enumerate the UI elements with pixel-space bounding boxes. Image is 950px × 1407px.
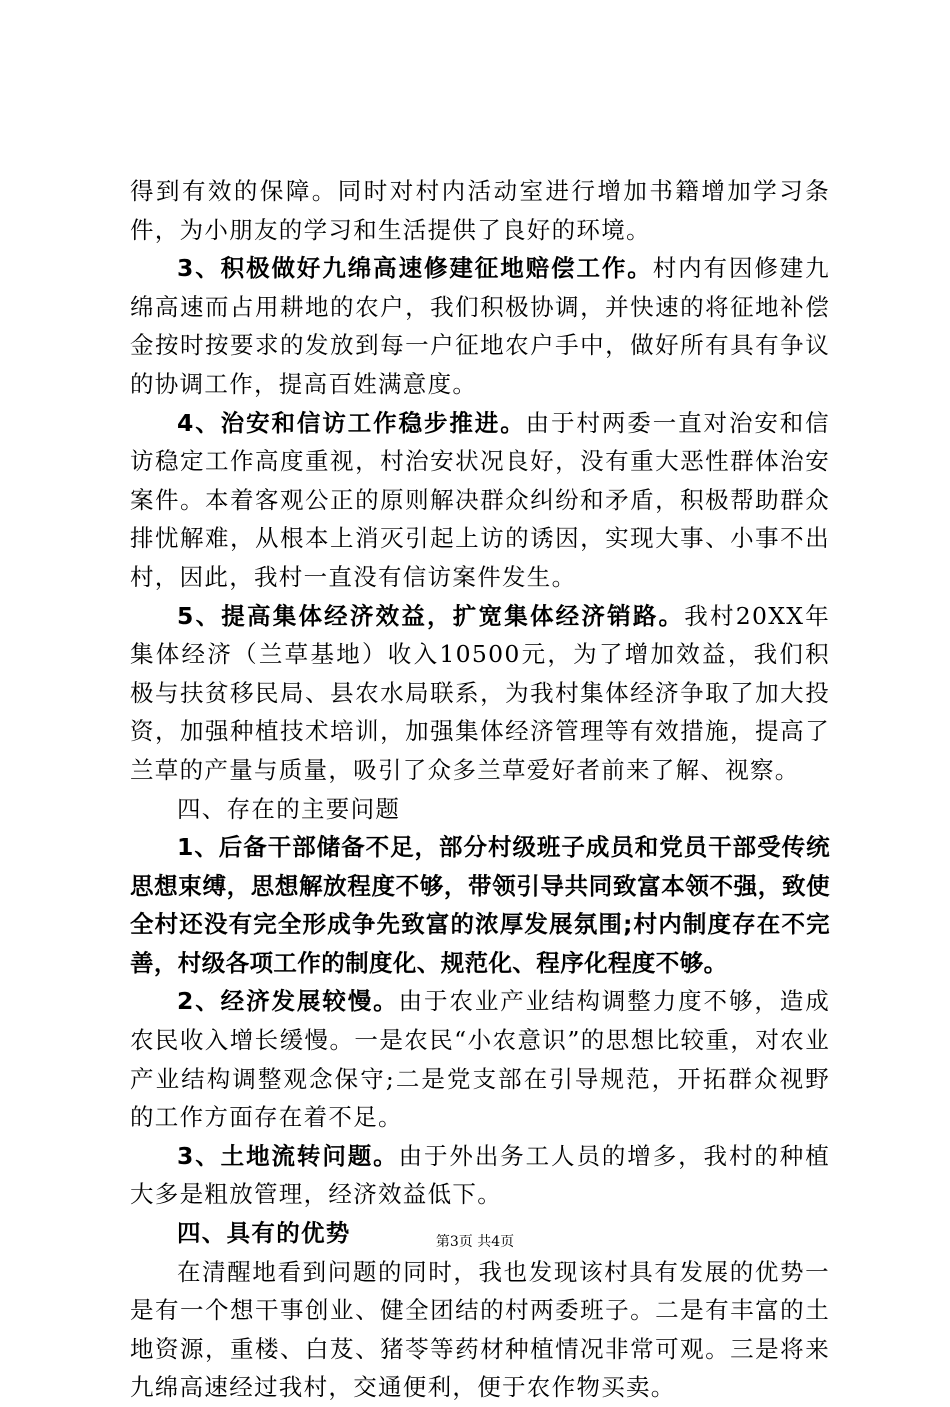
- paragraph-item-4: [130, 404, 830, 597]
- paragraph-continuation: [130, 172, 830, 249]
- paragraph-text: 得到有效的保障。同时对村内活动室进行增加书籍增加学习条件，为小朋友的学习和生活提供了良好的环境。: [130, 177, 830, 244]
- page-footer: [0, 1233, 950, 1251]
- paragraph-text: 由于村两委一直对治安和信访稳定工作高度重视，村治安状况良好，没有重大恶性群体治安案件。本着客观公正的原则解决群众纠纷和矛盾，积极帮助群众排忧解难，从根本上消灭引起上访的诱因，实现大事、小事不出村，因此，我村一直没有信访案件发生。: [130, 408, 830, 591]
- paragraph-item-5: [130, 597, 830, 790]
- problem-item-1: [130, 828, 830, 982]
- paragraph-text: 我村20XX年集体经济（兰草基地）收入10500元，为了增加效益，我们积极与扶贫移民局、县农水局联系，为我村集体经济争取了加大投资，加强种植技术培训，加强集体经济管理等有效措施，提高了兰草的产量与质量，吸引了众多兰草爱好者前来了解、视察。: [130, 601, 830, 784]
- paragraph-heading: 1、后备干部储备不足，部分村级班子成员和党员干部受传统思想束缚，思想解放程度不够，带领引导共同致富本领不强，致使全村还没有完全形成争先致富的浓厚发展氛围;村内制度存在不完善，村级各项工作的制度化、规范化、程序化程度不够。: [130, 833, 830, 977]
- problem-item-2: [130, 982, 830, 1136]
- paragraph-text: 由于农业产业结构调整力度不够，造成农民收入增长缓慢。一是农民“小农意识”的思想比较重，对农业产业结构调整观念保守;二是党支部在引导规范，开拓群众视野的工作方面存在着不足。: [130, 987, 830, 1132]
- paragraph-text: 由于外出务工人员的增多，我村的种植大多是粗放管理，经济效益低下。: [130, 1141, 830, 1209]
- paragraph-heading: 3、土地流转问题。: [177, 1141, 399, 1170]
- problem-item-3: [130, 1137, 830, 1214]
- section-heading-text: 四、具有的优势: [177, 1219, 351, 1248]
- section-heading-problems: [130, 790, 830, 829]
- paragraph-text: 村内有因修建九绵高速而占用耕地的农户，我们积极协调，并快速的将征地补偿金按时按要求的发放到每一户征地农户手中，做好所有具有争议的协调工作，提高百姓满意度。: [130, 254, 830, 398]
- paragraph-text: 在清醒地看到问题的同时，我也发现该村具有发展的优势一是有一个想干事创业、健全团结的村两委班子。二是有丰富的土地资源，重楼、白芨、猪苓等药材种植情况非常可观。三是将来九绵高速经过我村，交通便利，便于农作物买卖。: [130, 1257, 830, 1402]
- paragraph-item-3: [130, 249, 830, 403]
- section-heading-text: 四、存在的主要问题: [177, 794, 401, 823]
- paragraph-advantages: [130, 1253, 830, 1407]
- paragraph-heading: 4、治安和信访工作稳步推进。: [177, 408, 526, 437]
- paragraph-heading: 2、经济发展较慢。: [177, 987, 399, 1016]
- paragraph-heading: 3、积极做好九绵高速修建征地赔偿工作。: [177, 254, 653, 283]
- page-number-label: 第3页 共4页: [435, 1234, 515, 1250]
- document-body: [130, 172, 830, 1407]
- paragraph-heading: 5、提高集体经济效益，扩宽集体经济销路。: [177, 601, 685, 630]
